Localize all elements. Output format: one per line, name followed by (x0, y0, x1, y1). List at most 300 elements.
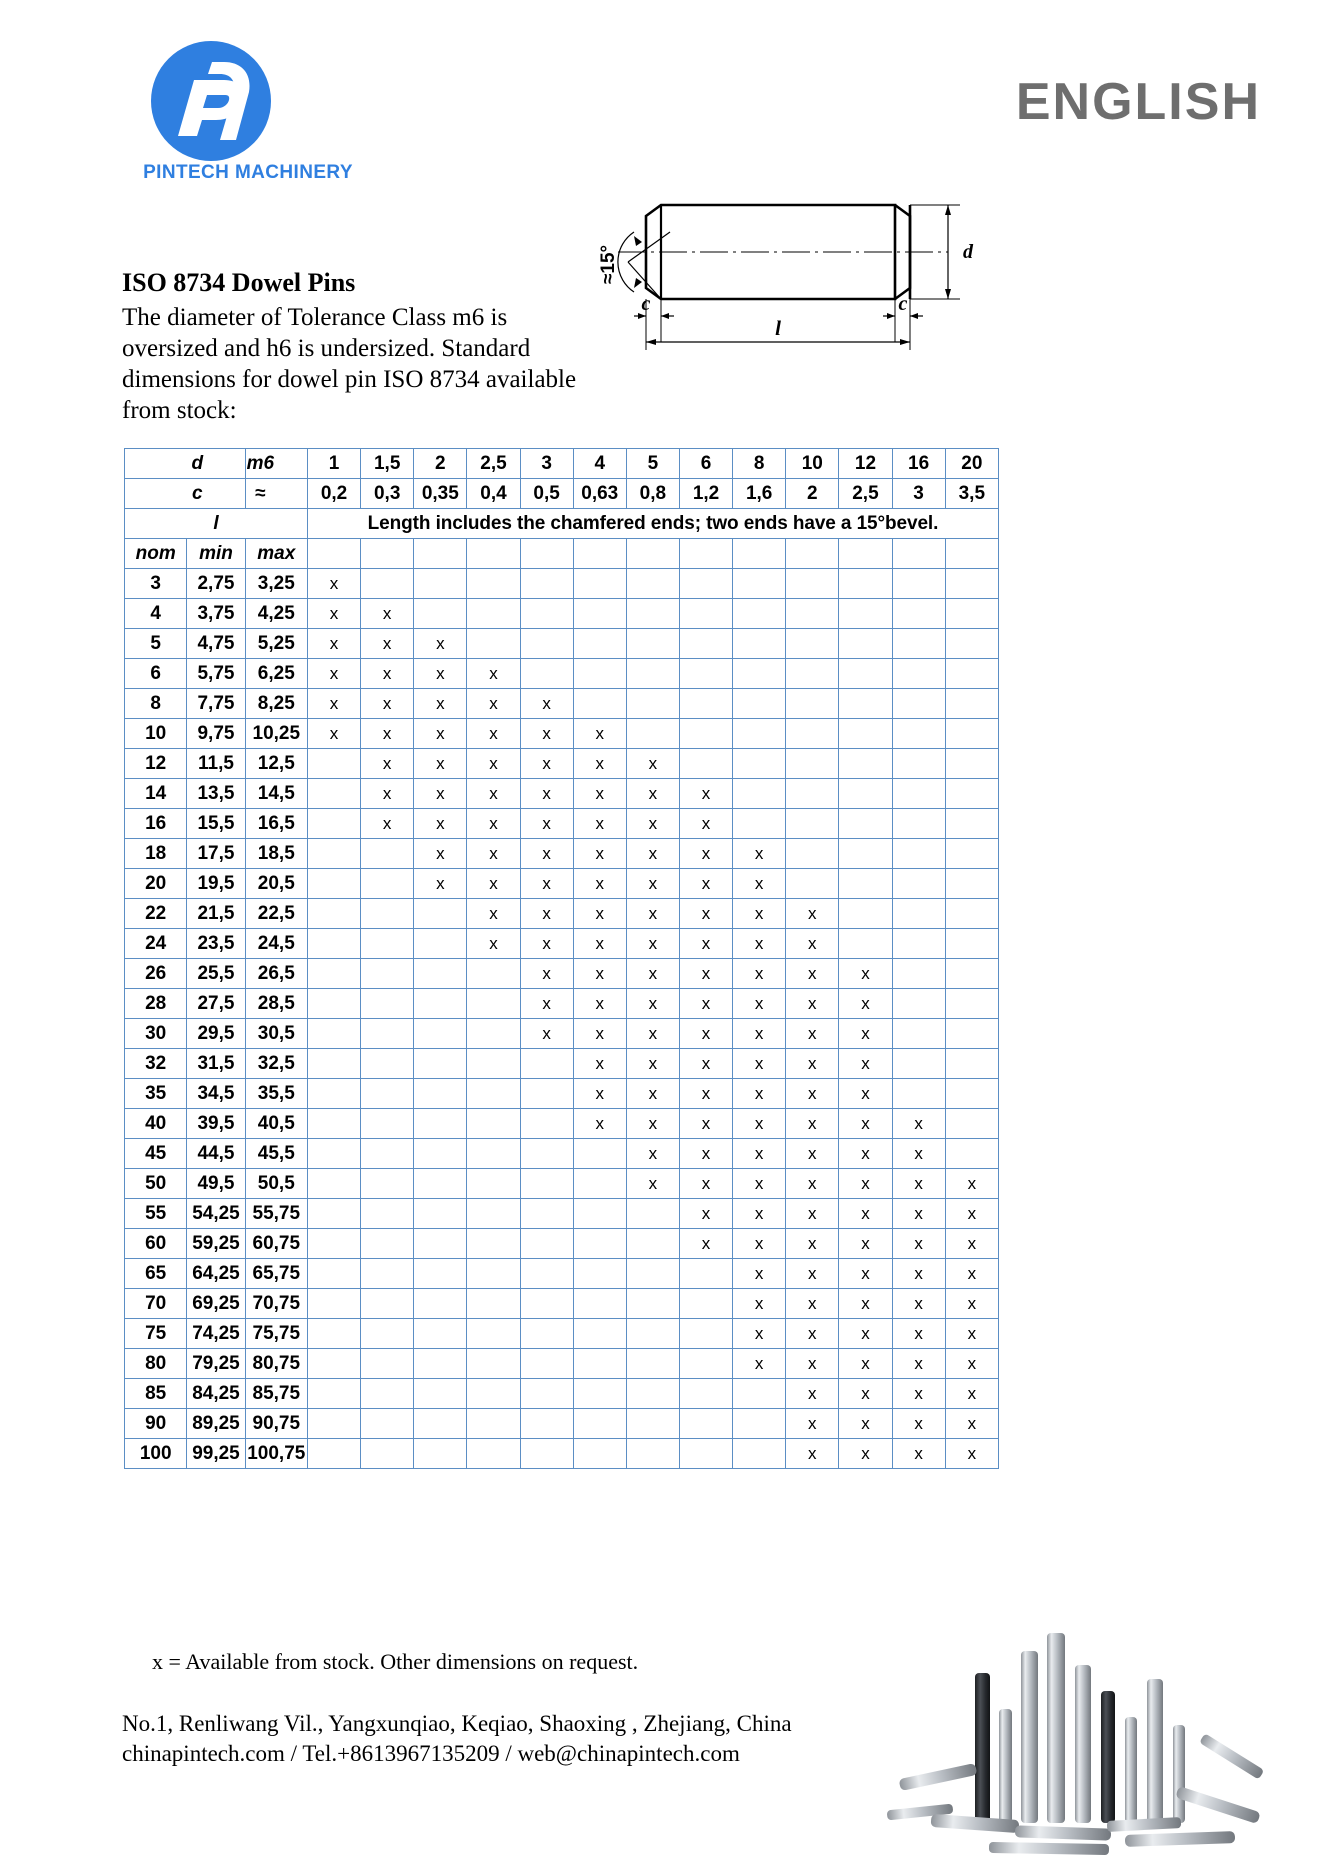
diameter-value-9: 10 (786, 449, 839, 479)
availability-empty (786, 689, 839, 719)
availability-empty (307, 1259, 360, 1289)
stock-mark: x (595, 1023, 604, 1043)
availability-mark (361, 659, 414, 689)
availability-mark (361, 809, 414, 839)
availability-mark (786, 1019, 839, 1049)
table-row-diameter (125, 449, 999, 479)
stock-mark: x (701, 1023, 711, 1043)
availability-empty (626, 599, 679, 629)
availability-mark (892, 1319, 945, 1349)
availability-mark (786, 1139, 839, 1169)
stock-mark: x (861, 1383, 870, 1403)
availability-mark (892, 1289, 945, 1319)
availability-mark (414, 749, 467, 779)
stock-mark: x (967, 1233, 977, 1253)
svg-text:d: d (963, 241, 973, 263)
availability-empty (892, 1019, 945, 1049)
stock-mark: x (382, 663, 392, 683)
stock-mark: x (595, 873, 604, 893)
stock-mark: x (914, 1323, 923, 1343)
length-max: 16,5 (245, 809, 307, 839)
availability-empty (361, 1049, 414, 1079)
length-min: 29,5 (187, 1019, 245, 1049)
stock-mark: x (329, 573, 339, 593)
availability-empty (573, 1379, 626, 1409)
subheader-min: min (187, 539, 245, 569)
length-max: 20,5 (245, 869, 307, 899)
stock-mark: x (595, 783, 604, 803)
table-row (125, 1199, 999, 1229)
availability-empty (786, 809, 839, 839)
availability-empty (945, 989, 998, 1019)
stock-mark: x (542, 843, 551, 863)
stock-mark: x (648, 993, 658, 1013)
availability-mark (626, 1019, 679, 1049)
stock-mark: x (542, 783, 551, 803)
availability-empty (361, 959, 414, 989)
availability-empty (945, 899, 998, 929)
diameter-value-6: 5 (626, 449, 679, 479)
stock-mark: x (754, 1143, 764, 1163)
stock-mark: x (489, 903, 498, 923)
availability-empty (414, 1079, 467, 1109)
diameter-value-3: 2,5 (467, 449, 520, 479)
availability-mark (679, 1169, 732, 1199)
diameter-value-10: 12 (839, 449, 892, 479)
length-nom: 24 (125, 929, 187, 959)
availability-mark (626, 1079, 679, 1109)
stock-mark: x (329, 663, 339, 683)
length-max: 50,5 (245, 1169, 307, 1199)
availability-empty (414, 1229, 467, 1259)
length-nom: 55 (125, 1199, 187, 1229)
availability-empty (573, 1439, 626, 1469)
length-min: 34,5 (187, 1079, 245, 1109)
availability-mark (945, 1319, 998, 1349)
subheader-nom: nom (125, 539, 187, 569)
stock-mark: x (754, 843, 764, 863)
stock-mark: x (754, 1203, 764, 1223)
availability-mark (945, 1349, 998, 1379)
length-max: 80,75 (245, 1349, 307, 1379)
availability-empty (307, 749, 360, 779)
stock-mark: x (967, 1263, 977, 1283)
availability-empty (307, 1049, 360, 1079)
availability-mark (679, 929, 732, 959)
availability-empty (361, 1079, 414, 1109)
availability-empty (520, 1109, 573, 1139)
availability-mark (892, 1109, 945, 1139)
table-row (125, 1319, 999, 1349)
length-min: 23,5 (187, 929, 245, 959)
availability-empty (520, 599, 573, 629)
availability-mark (679, 809, 732, 839)
availability-empty (839, 689, 892, 719)
svg-text:l: l (775, 316, 781, 340)
availability-empty (786, 659, 839, 689)
stock-mark: x (808, 903, 817, 923)
availability-empty (733, 779, 786, 809)
stock-mark: x (808, 1443, 817, 1463)
availability-mark (467, 689, 520, 719)
availability-mark (786, 1109, 839, 1139)
availability-empty (361, 1139, 414, 1169)
availability-mark (573, 1109, 626, 1139)
stock-mark: x (754, 933, 764, 953)
availability-mark (520, 869, 573, 899)
stock-mark: x (967, 1173, 977, 1193)
length-max: 75,75 (245, 1319, 307, 1349)
availability-empty (892, 869, 945, 899)
availability-empty (786, 869, 839, 899)
stock-mark: x (808, 1023, 817, 1043)
table-row-chamfer (125, 479, 999, 509)
availability-mark (573, 899, 626, 929)
chamfer-value-10: 2,5 (839, 479, 892, 509)
stock-mark: x (914, 1173, 923, 1193)
stock-mark: x (754, 963, 764, 983)
availability-empty (892, 899, 945, 929)
table-row (125, 1079, 999, 1109)
availability-mark (626, 1109, 679, 1139)
length-nom: 14 (125, 779, 187, 809)
availability-mark (520, 959, 573, 989)
availability-mark (520, 899, 573, 929)
chamfer-value-11: 3 (892, 479, 945, 509)
availability-empty (414, 1349, 467, 1379)
availability-empty (945, 869, 998, 899)
availability-mark (733, 989, 786, 1019)
subheader-spacer-11 (892, 539, 945, 569)
availability-empty (467, 1319, 520, 1349)
chamfer-value-1: 0,3 (361, 479, 414, 509)
availability-empty (786, 779, 839, 809)
stock-mark: x (329, 633, 339, 653)
stock-mark: x (808, 1113, 817, 1133)
availability-empty (679, 629, 732, 659)
length-min: 84,25 (187, 1379, 245, 1409)
table-row (125, 719, 999, 749)
pintech-logo-icon (150, 40, 272, 162)
length-max: 70,75 (245, 1289, 307, 1319)
availability-empty (307, 1139, 360, 1169)
availability-mark (361, 689, 414, 719)
availability-mark (733, 1289, 786, 1319)
availability-empty (361, 1259, 414, 1289)
availability-mark (520, 1019, 573, 1049)
stock-mark: x (489, 843, 498, 863)
table-body (125, 449, 999, 1469)
length-min: 17,5 (187, 839, 245, 869)
availability-empty (467, 1259, 520, 1289)
length-max: 5,25 (245, 629, 307, 659)
availability-empty (573, 1349, 626, 1379)
availability-mark (467, 839, 520, 869)
stock-mark: x (701, 993, 711, 1013)
stock-mark: x (648, 873, 658, 893)
stock-mark: x (701, 903, 711, 923)
availability-mark (679, 989, 732, 1019)
availability-empty (945, 719, 998, 749)
availability-empty (414, 1049, 467, 1079)
diameter-value-1: 1,5 (361, 449, 414, 479)
availability-mark (520, 809, 573, 839)
chamfer-value-0: 0,2 (307, 479, 360, 509)
availability-mark (467, 719, 520, 749)
length-max: 40,5 (245, 1109, 307, 1139)
availability-empty (520, 1319, 573, 1349)
stock-mark: x (382, 813, 392, 833)
stock-mark: x (808, 933, 817, 953)
availability-mark (520, 779, 573, 809)
stock-mark: x (542, 1023, 551, 1043)
availability-empty (626, 629, 679, 659)
stock-footnote: x = Available from stock. Other dimensions on request. (152, 1649, 639, 1674)
availability-mark (786, 1049, 839, 1079)
availability-mark (733, 1259, 786, 1289)
availability-empty (414, 929, 467, 959)
availability-empty (945, 1079, 998, 1109)
length-min: 59,25 (187, 1229, 245, 1259)
length-nom: 26 (125, 959, 187, 989)
availability-empty (839, 629, 892, 659)
availability-mark (786, 1169, 839, 1199)
availability-mark (573, 1049, 626, 1079)
length-min: 2,75 (187, 569, 245, 599)
stock-mark: x (861, 1443, 870, 1463)
stock-mark: x (861, 963, 870, 983)
availability-mark (786, 1379, 839, 1409)
stock-mark: x (648, 933, 658, 953)
availability-mark (945, 1199, 998, 1229)
table-row-length-note (125, 509, 999, 539)
availability-empty (626, 1259, 679, 1289)
length-nom: 40 (125, 1109, 187, 1139)
availability-empty (520, 1049, 573, 1079)
stock-mark: x (489, 693, 498, 713)
availability-mark (361, 749, 414, 779)
stock-mark: x (967, 1383, 977, 1403)
length-max: 60,75 (245, 1229, 307, 1259)
length-max: 3,25 (245, 569, 307, 599)
availability-empty (892, 1049, 945, 1079)
stock-mark: x (382, 723, 392, 743)
availability-empty (414, 1109, 467, 1139)
availability-mark (839, 1139, 892, 1169)
stock-mark: x (595, 963, 604, 983)
availability-mark (361, 719, 414, 749)
length-min: 31,5 (187, 1049, 245, 1079)
table-row (125, 749, 999, 779)
availability-empty (892, 809, 945, 839)
availability-empty (945, 569, 998, 599)
stock-mark: x (489, 783, 498, 803)
length-max: 14,5 (245, 779, 307, 809)
stock-mark: x (489, 723, 498, 743)
length-nom: 16 (125, 809, 187, 839)
length-max: 28,5 (245, 989, 307, 1019)
availability-mark (573, 929, 626, 959)
stock-mark: x (861, 1293, 870, 1313)
availability-empty (733, 689, 786, 719)
stock-mark: x (542, 693, 551, 713)
stock-mark: x (967, 1413, 977, 1433)
availability-mark (839, 1379, 892, 1409)
availability-mark (733, 869, 786, 899)
availability-empty (892, 659, 945, 689)
availability-mark (467, 779, 520, 809)
availability-empty (786, 569, 839, 599)
stock-mark: x (701, 963, 711, 983)
availability-mark (626, 839, 679, 869)
availability-empty (467, 1439, 520, 1469)
availability-empty (786, 839, 839, 869)
availability-empty (307, 1229, 360, 1259)
diameter-value-4: 3 (520, 449, 573, 479)
stock-mark: x (648, 813, 658, 833)
availability-mark (733, 1229, 786, 1259)
stock-mark: x (808, 1053, 817, 1073)
svg-text:c: c (898, 293, 908, 315)
length-min: 39,5 (187, 1109, 245, 1139)
availability-empty (467, 599, 520, 629)
table-row (125, 1409, 999, 1439)
availability-mark (679, 1139, 732, 1169)
stock-mark: x (701, 1083, 711, 1103)
availability-empty (839, 809, 892, 839)
availability-empty (626, 1289, 679, 1319)
stock-mark: x (382, 783, 392, 803)
availability-mark (945, 1289, 998, 1319)
availability-empty (626, 719, 679, 749)
availability-empty (573, 569, 626, 599)
svg-text:≈15°: ≈15° (598, 244, 619, 284)
stock-mark: x (914, 1203, 923, 1223)
chamfer-value-4: 0,5 (520, 479, 573, 509)
address-line-2: chinapintech.com / Tel.+8613967135209 / web@chinapintech.com (122, 1741, 740, 1767)
availability-empty (892, 959, 945, 989)
availability-mark (307, 719, 360, 749)
length-min: 21,5 (187, 899, 245, 929)
availability-empty (361, 1229, 414, 1259)
availability-empty (307, 929, 360, 959)
table-row (125, 1289, 999, 1319)
availability-empty (520, 1169, 573, 1199)
availability-empty (892, 1079, 945, 1109)
availability-mark (733, 959, 786, 989)
length-max: 10,25 (245, 719, 307, 749)
stock-mark: x (967, 1353, 977, 1373)
availability-mark (892, 1169, 945, 1199)
availability-empty (573, 659, 626, 689)
length-nom: 20 (125, 869, 187, 899)
length-nom: 3 (125, 569, 187, 599)
dowel-pin-dimension-table (124, 448, 999, 1469)
stock-mark: x (648, 1083, 658, 1103)
length-max: 35,5 (245, 1079, 307, 1109)
availability-empty (307, 779, 360, 809)
availability-mark (839, 1079, 892, 1109)
language-label: ENGLISH (1015, 73, 1261, 131)
availability-mark (520, 749, 573, 779)
availability-mark (945, 1259, 998, 1289)
length-nom: 65 (125, 1259, 187, 1289)
stock-mark: x (861, 1053, 870, 1073)
availability-mark (626, 959, 679, 989)
availability-empty (307, 809, 360, 839)
company-address (122, 1709, 942, 1770)
availability-empty (361, 839, 414, 869)
availability-empty (414, 989, 467, 1019)
availability-mark (573, 1079, 626, 1109)
availability-mark (573, 989, 626, 1019)
availability-empty (414, 1409, 467, 1439)
availability-empty (307, 1019, 360, 1049)
length-max: 32,5 (245, 1049, 307, 1079)
table-row (125, 689, 999, 719)
availability-empty (839, 779, 892, 809)
stock-mark: x (808, 1413, 817, 1433)
stock-mark: x (701, 1113, 711, 1133)
stock-mark: x (701, 873, 711, 893)
availability-mark (786, 929, 839, 959)
availability-empty (945, 779, 998, 809)
availability-empty (892, 569, 945, 599)
page-title: ISO 8734 Dowel Pins (122, 268, 356, 297)
availability-empty (626, 1349, 679, 1379)
availability-empty (679, 1289, 732, 1319)
stock-mark: x (382, 633, 392, 653)
availability-mark (786, 1349, 839, 1379)
stock-mark: x (861, 1353, 870, 1373)
availability-mark (892, 1259, 945, 1289)
availability-mark (414, 659, 467, 689)
availability-empty (945, 599, 998, 629)
stock-mark: x (382, 753, 392, 773)
availability-mark (839, 1259, 892, 1289)
stock-mark: x (382, 603, 392, 623)
stock-mark: x (808, 1203, 817, 1223)
length-nom: 90 (125, 1409, 187, 1439)
availability-empty (307, 1379, 360, 1409)
stock-mark: x (329, 723, 339, 743)
availability-mark (733, 1079, 786, 1109)
availability-empty (520, 1289, 573, 1319)
subheader-spacer-9 (786, 539, 839, 569)
svg-text:c: c (641, 293, 651, 315)
availability-empty (307, 1199, 360, 1229)
availability-mark (679, 1229, 732, 1259)
table-row (125, 659, 999, 689)
availability-empty (786, 749, 839, 779)
availability-mark (679, 839, 732, 869)
availability-empty (520, 1079, 573, 1109)
stock-mark: x (648, 963, 658, 983)
availability-empty (361, 929, 414, 959)
availability-empty (361, 989, 414, 1019)
availability-empty (839, 659, 892, 689)
stock-mark: x (808, 1083, 817, 1103)
availability-empty (786, 629, 839, 659)
stock-mark: x (648, 1113, 658, 1133)
availability-empty (361, 569, 414, 599)
dowel-pin-product-photo (879, 1621, 1299, 1861)
availability-empty (679, 1349, 732, 1379)
table-row (125, 1379, 999, 1409)
stock-mark: x (861, 1263, 870, 1283)
stock-mark: x (914, 1233, 923, 1253)
availability-empty (307, 869, 360, 899)
